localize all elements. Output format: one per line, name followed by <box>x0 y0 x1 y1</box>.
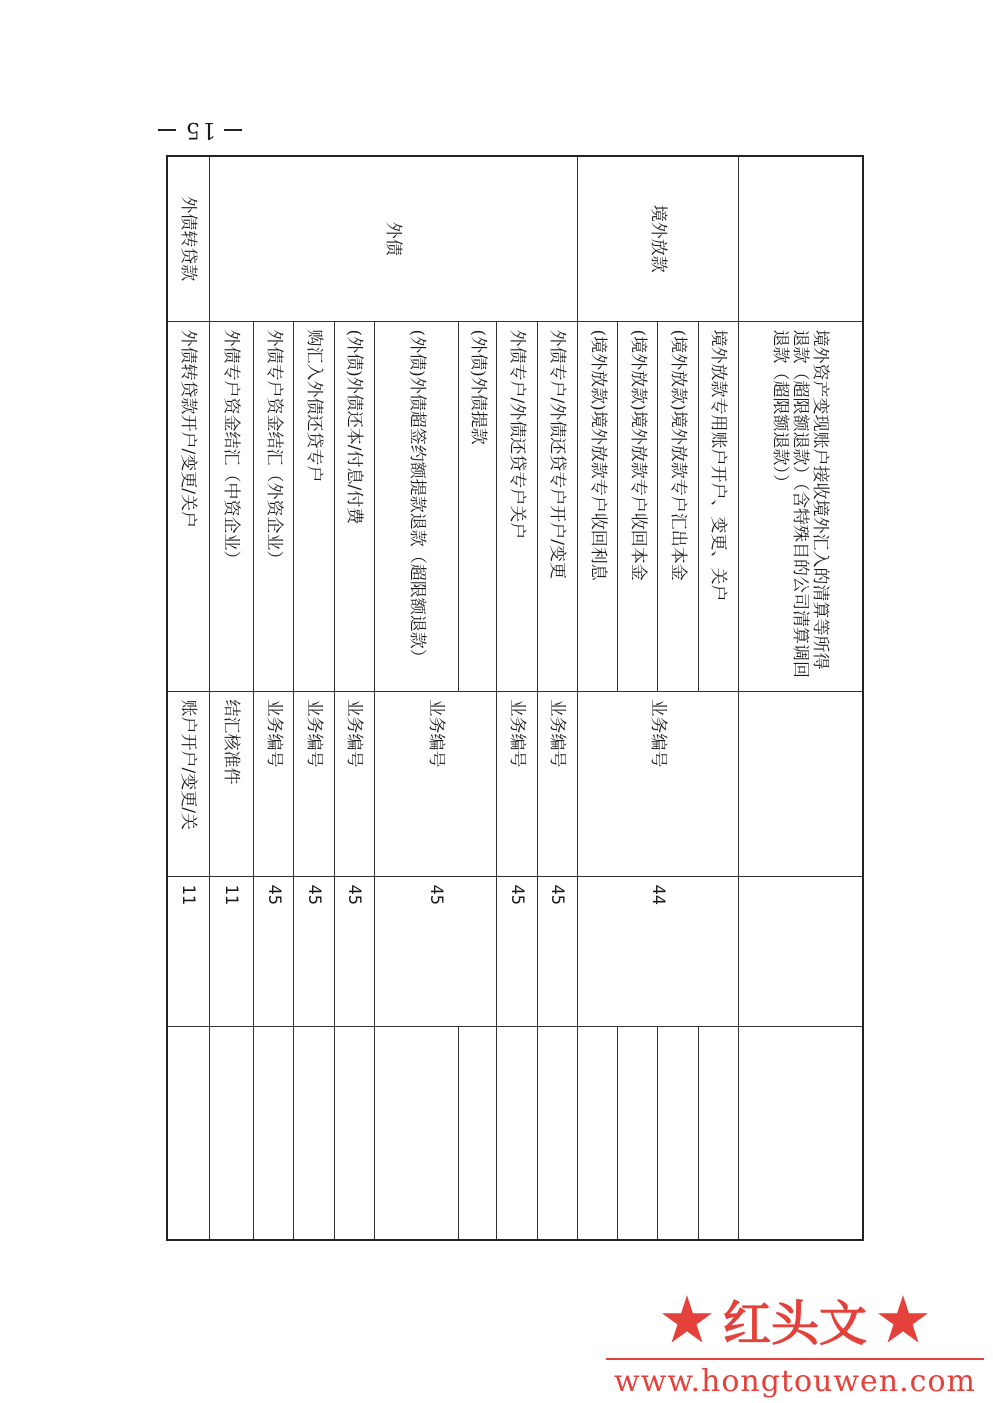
watermark-brand-line <box>600 1285 990 1354</box>
item-cell: (外债)外债提款 <box>459 321 497 691</box>
table-row <box>698 156 738 1240</box>
watermark-brand: 红头文 <box>722 1296 867 1352</box>
code-cell: 业务编号 <box>374 691 497 876</box>
item-cell: (外债)外债还本/付息/付费 <box>334 321 374 691</box>
category-cell <box>738 156 863 321</box>
item-cell: (境外放款)境外放款专户汇出本金 <box>658 321 698 691</box>
num-cell: 45 <box>374 876 497 1026</box>
item-cell: (境外放款)境外放款专户收回本金 <box>618 321 658 691</box>
item-cell: 购汇入外债还贷专户 <box>294 321 334 691</box>
remark-cell <box>167 1026 209 1240</box>
remark-cell <box>537 1026 577 1240</box>
num-cell: 44 <box>577 876 738 1026</box>
code-cell: 业务编号 <box>334 691 374 876</box>
item-cell: (境外放款)境外放款专户收回利息 <box>577 321 617 691</box>
table-container <box>166 155 864 1239</box>
watermark-logo <box>600 1285 990 1399</box>
remark-cell <box>209 1026 253 1240</box>
item-cell: 境外放款专用账户开户、变更、关户 <box>698 321 738 691</box>
code-cell: 业务编号 <box>254 691 294 876</box>
star-icon: ★ <box>660 1285 713 1354</box>
code-cell: 账户开户/变更/关 <box>167 691 209 876</box>
item-cell: 外债专户资金结汇（外资企业） <box>254 321 294 691</box>
rotated-table-frame <box>166 155 864 1239</box>
watermark-divider <box>606 1358 984 1360</box>
code-cell: 结汇核准件 <box>209 691 253 876</box>
remark-cell <box>658 1026 698 1240</box>
remark-cell <box>738 1026 863 1240</box>
remark-cell <box>497 1026 537 1240</box>
remark-cell <box>577 1026 617 1240</box>
num-cell: 45 <box>537 876 577 1026</box>
code-cell: 业务编号 <box>537 691 577 876</box>
item-cell: 外债转贷款开户/变更/关户 <box>167 321 209 691</box>
item-cell: 外债专户资金结汇（中资企业） <box>209 321 253 691</box>
num-cell: 11 <box>167 876 209 1026</box>
table-row <box>738 156 863 1240</box>
num-cell: 45 <box>497 876 537 1026</box>
code-cell: 业务编号 <box>497 691 537 876</box>
page-number-dash-right <box>158 129 176 131</box>
page-number-text: 15 <box>184 117 216 143</box>
table-row <box>537 156 577 1240</box>
remark-cell <box>459 1026 497 1240</box>
remark-cell <box>294 1026 334 1240</box>
watermark-url: www.hongtouwen.com <box>614 1364 976 1399</box>
item-cell: 境外资产变现账户接收境外汇入的清算等所得退款（超限额退款）（含特殊目的公司清算调回退款（超限额退款）） <box>738 321 863 691</box>
num-cell: 11 <box>209 876 253 1026</box>
remark-cell <box>334 1026 374 1240</box>
page-number-dash-left <box>224 129 242 131</box>
num-cell: 45 <box>294 876 334 1026</box>
table-row <box>167 156 209 1240</box>
num-cell <box>738 876 863 1026</box>
item-cell: (外债)外债超签约额提款退款（超限额退款） <box>374 321 458 691</box>
item-cell: 外债专户/外债还贷专户开户/变更 <box>537 321 577 691</box>
category-cell: 境外放款 <box>577 156 738 321</box>
business-table <box>166 155 864 1241</box>
code-cell: 业务编号 <box>294 691 334 876</box>
num-cell: 45 <box>334 876 374 1026</box>
item-cell: 外债专户/外债还贷专户关户 <box>497 321 537 691</box>
remark-cell <box>254 1026 294 1240</box>
category-cell: 外债转贷款 <box>167 156 209 321</box>
code-cell: 业务编号 <box>577 691 738 876</box>
category-cell: 外债 <box>209 156 577 321</box>
remark-cell <box>698 1026 738 1240</box>
remark-cell <box>618 1026 658 1240</box>
page-number <box>150 110 250 150</box>
code-cell <box>738 691 863 876</box>
num-cell: 45 <box>254 876 294 1026</box>
star-icon: ★ <box>877 1285 929 1354</box>
remark-cell <box>374 1026 458 1240</box>
